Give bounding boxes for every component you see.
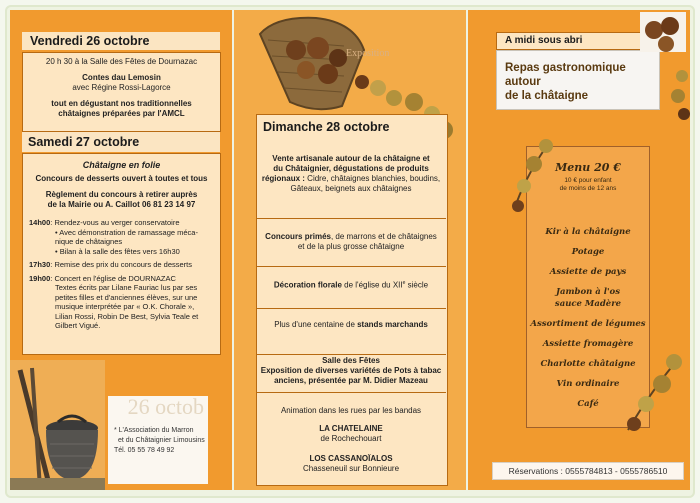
sales-line-1: Vente artisanale autour de la châtaigne et <box>272 154 430 163</box>
schedule-time: 17h30 <box>29 260 51 269</box>
saturday-contest: Concours de desserts ouvert à toutes et tous <box>35 174 208 183</box>
sunday-decoration <box>256 268 446 309</box>
menu-price: Menu 20 € <box>555 161 621 174</box>
right-panel <box>468 10 690 490</box>
chestnut-cluster-top-icon <box>636 10 690 120</box>
schedule-row <box>23 247 220 257</box>
schedule-time: 14h00 <box>29 218 51 227</box>
exhibition-line-3: anciens, présentée par M. Didier Mazeau <box>274 376 428 385</box>
schedule-row <box>23 283 220 293</box>
schedule-text: petites filles et d'anciennes élèves, sur une <box>55 292 198 302</box>
schedule-text: nique de châtaignes <box>55 237 123 246</box>
sales-line-3: régionaux : Cidre, châtaignes blanchies, boudins, <box>261 174 441 183</box>
schedule-text: : Rendez-vous au verger conservatoire <box>50 218 180 227</box>
sunday-contest <box>256 224 446 267</box>
friday-box <box>22 52 221 132</box>
stands-line: Plus d'une centaine de stands marchands <box>274 320 428 329</box>
schedule-text: : Concert en l'église de DOURNAZAC <box>50 273 176 283</box>
friday-line-4: tout en dégustant nos traditionnelles <box>51 99 192 108</box>
chestnut-branch-right-icon <box>618 346 688 436</box>
decoration-line: Décoration florale de l'église du XIIe siècle <box>273 280 429 290</box>
lunch-title-3: de la châtaigne <box>505 90 589 102</box>
sunday-exhibition <box>256 350 446 393</box>
lunch-title-2: autour <box>505 76 541 88</box>
friday-line-3: avec Régine Rossi-Lagorce <box>72 83 171 92</box>
reservations-bar: Réservations : 0555784813 - 0555786510 <box>492 462 684 480</box>
schedule-row <box>23 312 220 322</box>
lunch-title-1: Repas gastronomique <box>505 62 626 74</box>
contest-line-1: Concours primés, de marrons et de châtaignes <box>265 232 437 241</box>
schedule-text: Textes écrits par Lilane Fauriac lus par ses <box>55 283 198 292</box>
association-line-2: et du Châtaignier Limousins <box>118 437 205 444</box>
schedule-row <box>23 321 220 331</box>
schedule-text: • Avec démonstration de ramassage méca- <box>55 227 198 237</box>
menu-item-potage: Potage <box>571 247 605 257</box>
band-2-location: Chasseneuil sur Bonnieure <box>302 464 400 473</box>
schedule-row <box>23 293 220 303</box>
schedule-text: • Bilan à la salle des fêtes vers 16h30 <box>55 246 180 256</box>
left-panel <box>10 10 232 490</box>
menu-child-line-2: de moins de 12 ans <box>559 185 617 192</box>
sunday-stands <box>256 308 446 355</box>
menu-item-vin: Vin ordinaire <box>556 379 620 389</box>
friday-line-2: Contes dau Lemosin <box>82 73 161 82</box>
schedule-row <box>23 302 220 312</box>
sales-line-2: du Châtaignier, dégustations de produits <box>273 164 429 173</box>
band-1-location: de Rochechouart <box>320 434 382 443</box>
schedule-row <box>23 237 220 247</box>
chestnut-branch-left-icon <box>504 130 560 220</box>
schedule <box>23 218 220 331</box>
friday-line-5: châtaignes préparées par l'AMCL <box>58 109 185 118</box>
saturday-rules-1: Règlement du concours à retirer auprès <box>45 190 198 199</box>
schedule-time: 19h00 <box>29 273 51 283</box>
schedule-text: Gilbert Vigué. <box>55 321 101 330</box>
bands-intro: Animation dans les rues par les bandas <box>280 406 422 415</box>
band-1-name: LA CHATELAINE <box>319 424 383 433</box>
association-line-1: * L'Association du Marron <box>114 427 194 434</box>
exhibition-line-1: Salle des Fêtes <box>322 356 380 365</box>
schedule-row <box>23 260 220 270</box>
menu-item-jambon: Jambon à l'os <box>555 287 621 297</box>
menu-item-kir: Kir à la châtaigne <box>545 227 631 237</box>
schedule-row <box>23 274 220 284</box>
menu-item-assiette-pays: Assiette de pays <box>549 267 627 277</box>
sunday-bands <box>256 400 446 486</box>
middle-panel: Exposition Dimanche 28 octobre Vente artisanale autour de la châtaigne et du Châtaignier, dégustations de produits régionaux : Cidre, châtaignes blanchies, boudins, Gâteaux, beignets aux châtaignes Concours primés, de marrons et de châtaignes et de la plus grosse châtaigne Décoration florale de l'église du XIIe siècle Plus d'une centaine de stands marchands Salle des Fêtes Exposition de diverses variétés de Pots à tabac anciens, présentée par M. Didier Mazeau Animation dans les rues par les bandas LA CHATELAINE de Rochechouart LOS CASSANOÏALOS Chasseneuil sur Bonnieure <box>234 10 466 490</box>
saturday-header: Samedi 27 octobre <box>22 132 220 152</box>
menu-item-cafe: Café <box>577 399 599 409</box>
exhibition-line-2: Exposition de diverses variétés de Pots à tabac <box>260 366 442 375</box>
menu-item-fromagere: Assiette fromagère <box>542 339 634 349</box>
saturday-title: Châtaigne en folie <box>82 160 161 170</box>
schedule-text: musique interprétée par « O.K. Chorale », <box>55 302 195 311</box>
cooking-pot-illustration <box>10 360 105 490</box>
schedule-text: : Remise des prix du concours de desserts <box>50 260 193 269</box>
schedule-row <box>23 228 220 238</box>
menu-item-charlotte: Charlotte châtaigne <box>540 359 636 369</box>
association-footer: 26 octob * L'Association du Marron et du Châtaignier Limousins Tél. 05 55 78 49 92 <box>108 396 208 484</box>
friday-header: Vendredi 26 octobre <box>22 32 220 50</box>
lunch-header: A midi sous abri <box>496 32 670 50</box>
saturday-rules-2: de la Mairie ou A. Caillot 06 81 23 14 97 <box>47 200 196 209</box>
sunday-header: Dimanche 28 octobre <box>263 120 390 134</box>
menu-item-legumes: Assortiment de légumes <box>530 319 646 329</box>
menu-child-line-1: 10 € pour enfant <box>564 177 612 184</box>
schedule-row <box>23 218 220 228</box>
saturday-box <box>22 153 221 355</box>
contest-line-2: et de la plus grosse châtaigne <box>297 242 405 251</box>
sunday-sales <box>256 150 446 219</box>
friday-line-1: 20 h 30 à la Salle des Fêtes de Dournazac <box>45 57 198 66</box>
sales-line-4: Gâteaux, beignets aux châtaignes <box>290 184 412 193</box>
association-phone: Tél. 05 55 78 49 92 <box>114 447 175 454</box>
schedule-text: Lilian Rossi, Robin De Best, Sylvia Teale et <box>55 311 199 321</box>
band-2-name: LOS CASSANOÏALOS <box>309 454 393 463</box>
menu-item-sauce: sauce Madère <box>554 299 622 309</box>
